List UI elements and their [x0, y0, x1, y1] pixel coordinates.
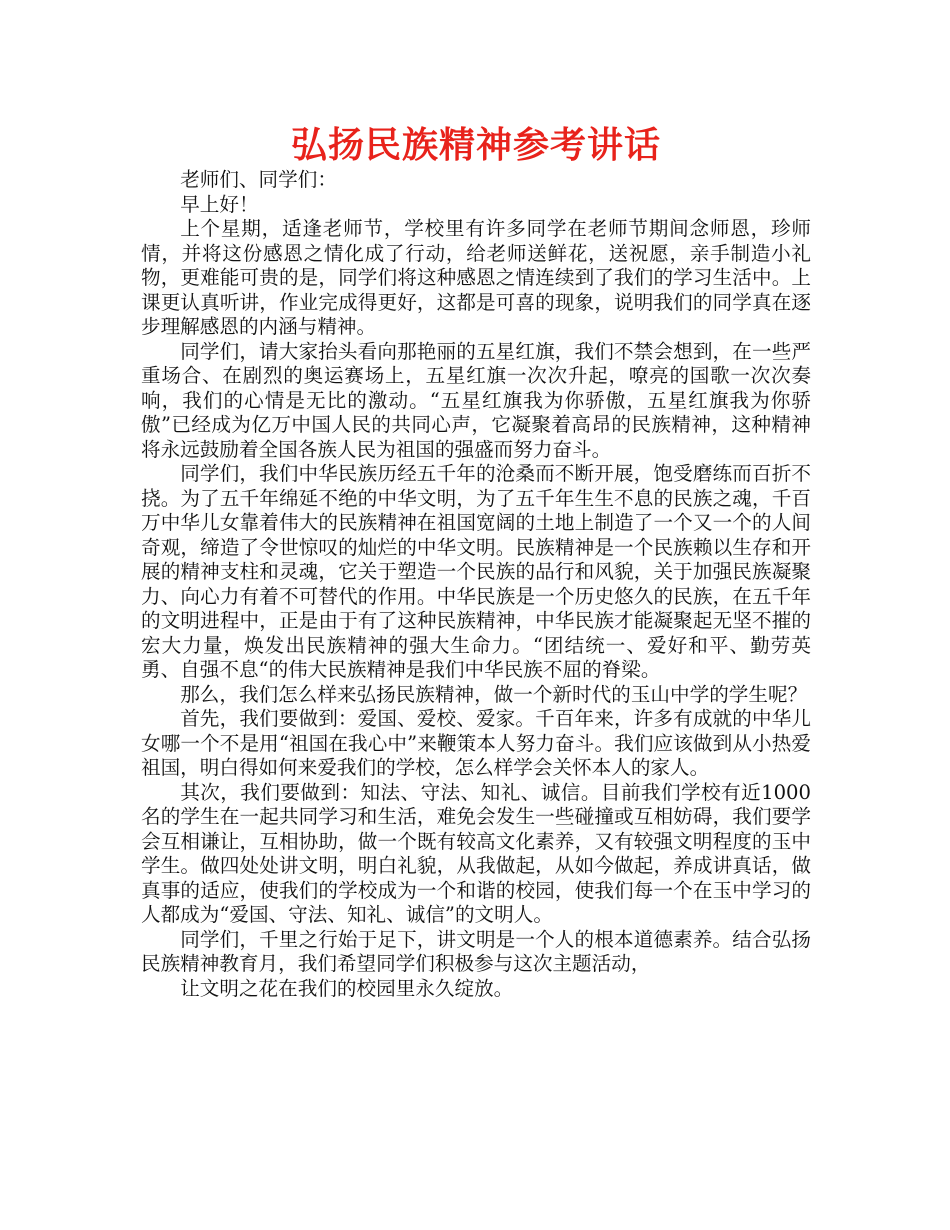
body-paragraph: 上个星期，适逢老师节，学校里有许多同学在老师节期间念师恩，珍师情，并将这份感恩之情化成了行动，给老师送鲜花，送祝愿，亲手制造小礼物，更难能可贵的是，同学们将这种感恩之情连续到了我们的学习生活中。上课更认真听讲，作业完成得更好，这都是可喜的现象，说明我们的同学真在逐步理解感恩的内涵与精神。	[141, 217, 811, 338]
body-paragraph: 首先，我们要做到：爱国、爱校、爱家。千百年来，许多有成就的中华儿女哪一个不是用“祖国在我心中”来鞭策本人努力奋斗。我们应该做到从小热爱祖国，明白得如何来爱我们的学校，怎么样学会关怀本人的家人。	[141, 707, 811, 779]
closing-paragraph: 让文明之花在我们的校园里永久绽放。	[180, 976, 514, 1000]
body-paragraph: 同学们，请大家抬头看向那艳丽的五星红旗，我们不禁会想到，在一些严重场合、在剧烈的奥运赛场上，五星红旗一次次升起，嘹亮的国歌一次次奏响，我们的心情是无比的激动。“五星红旗我为你骄傲，五星红旗我为你骄傲”已经成为亿万中国人民的共同心声，它凝聚着高昂的民族精神，这种精神将永远鼓励着全国各族人民为祖国的强盛而努力奋斗。	[141, 339, 811, 461]
document-body	[141, 168, 811, 1001]
body-paragraph: 同学们，千里之行始于足下，讲文明是一个人的根本道德素养。结合弘扬民族精神教育月，我们希望同学们积极参与这次主题活动，	[141, 927, 811, 975]
salutation-paragraph: 老师们、同学们：	[180, 168, 337, 191]
greeting-paragraph: 早上好！	[180, 192, 259, 216]
document-title: 弘扬民族精神参考讲话	[290, 125, 661, 166]
body-paragraph: 同学们，我们中华民族历经五千年的沧桑而不断开展，饱受磨练而百折不挠。为了五千年绵延不绝的中华文明，为了五千年生生不息的民族之魂，千百万中华儿女靠着伟大的民族精神在祖国宽阔的土地上制造了一个又一个的人间奇观，缔造了令世惊叹的灿烂的中华文明。民族精神是一个民族赖以生存和开展的精神支柱和灵魂，它关于塑造一个民族的品行和风貌，关于加强民族凝聚力、向心力有着不可替代的作用。中华民族是一个历史悠久的民族，在五千年的文明进程中，正是由于有了这种民族精神，中华民族才能凝聚起无坚不摧的宏大力量，焕发出民族精神的强大生命力。“团结统一、爱好和平、勤劳英勇、自强不息“的伟大民族精神是我们中华民族不屈的脊梁。	[141, 462, 811, 681]
body-paragraph: 那么，我们怎么样来弘扬民族精神，做一个新时代的玉山中学的学生呢？	[180, 682, 808, 706]
body-paragraph: 其次，我们要做到：知法、守法、知礼、诚信。目前我们学校有近1000名的学生在一起共同学习和生活，难免会发生一些碰撞或互相妨碍，我们要学会互相谦让，互相协助，做一个既有较高文化素养，又有较强文明程度的玉中学生。做四处处讲文明，明白礼貌，从我做起，从如今做起，养成讲真话，做真事的适应，使我们的学校成为一个和谐的校园，使我们每一个在玉中学习的人都成为“爱国、守法、知礼、诚信”的文明人。	[141, 780, 811, 926]
document-page	[141, 124, 811, 1001]
